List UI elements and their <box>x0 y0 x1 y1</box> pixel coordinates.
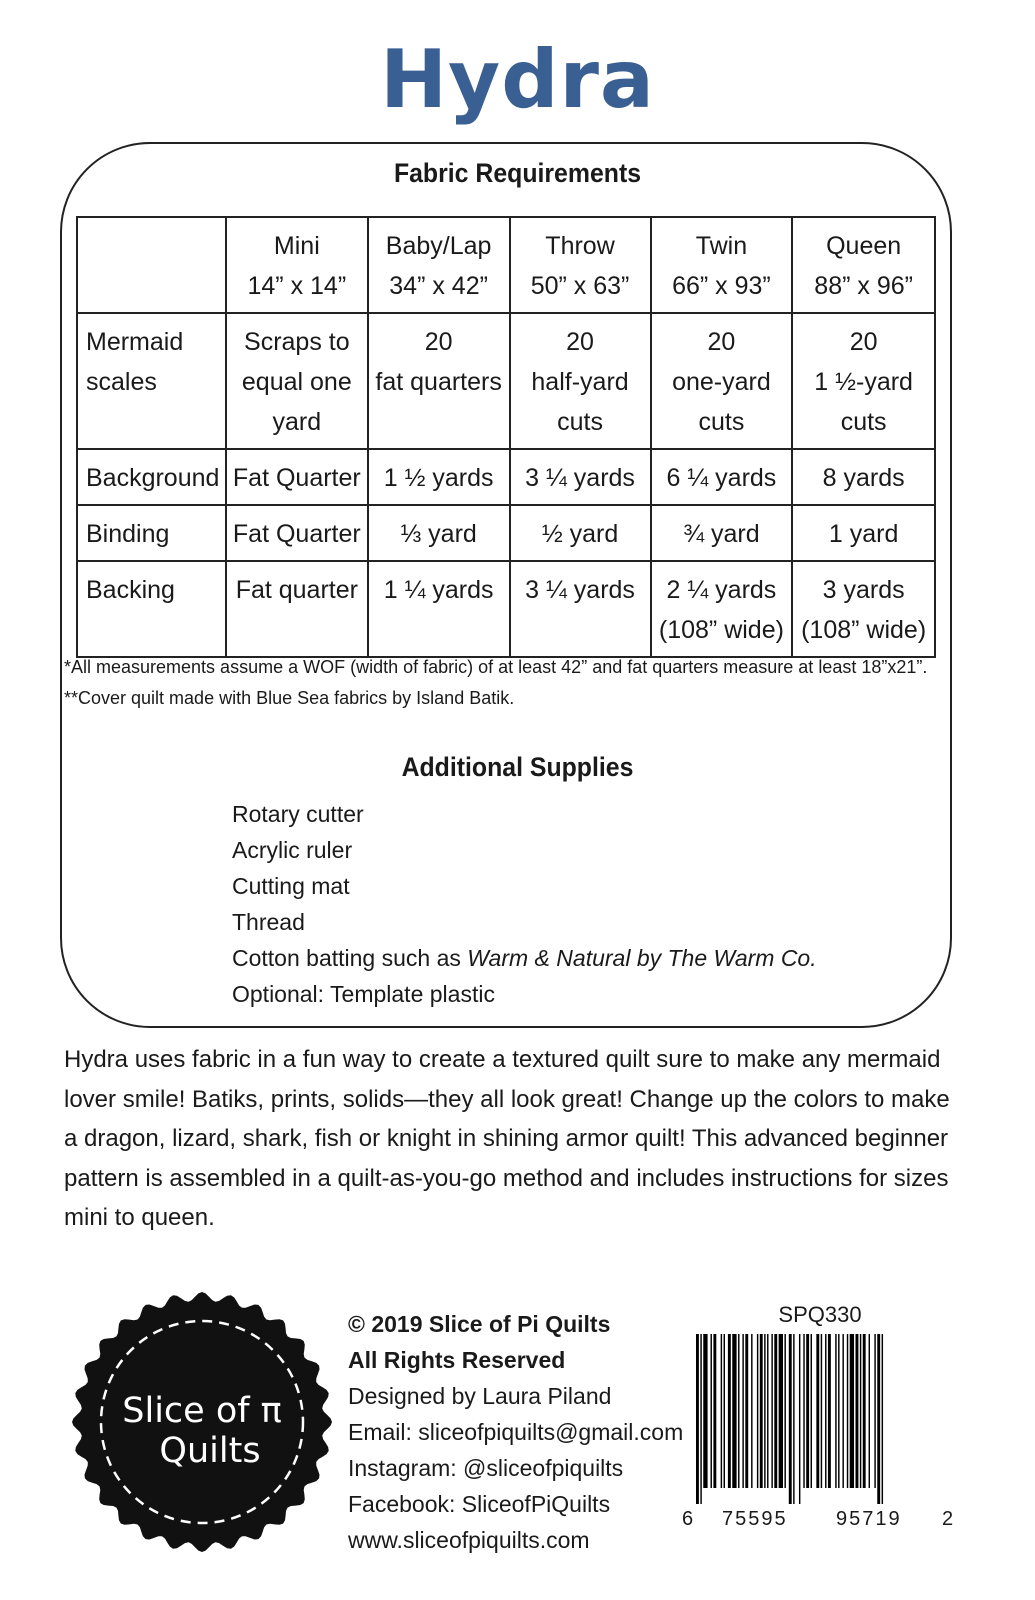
barcode-bar <box>732 1334 736 1488</box>
table-row <box>77 561 935 657</box>
batting-brand: Warm & Natural by The Warm Co. <box>467 945 817 971</box>
table-footnotes <box>64 652 927 714</box>
barcode-bar <box>757 1334 758 1488</box>
table-cell: 1 ¼ yards <box>368 561 510 657</box>
table-cell: 3 ¼ yards <box>510 449 651 505</box>
barcode <box>696 1334 938 1504</box>
barcode-bar <box>847 1334 848 1488</box>
row-label: Mermaid scales <box>77 313 226 449</box>
table-cell: 2 ¼ yards (108” wide) <box>651 561 793 657</box>
barcode-bar <box>721 1334 722 1488</box>
barcode-bar <box>821 1334 822 1488</box>
barcode-bar <box>703 1334 707 1488</box>
barcode-bar <box>856 1334 859 1488</box>
barcode-bar <box>728 1334 731 1488</box>
table-row <box>77 313 935 449</box>
barcode-bar <box>764 1334 765 1488</box>
barcode-bar <box>799 1334 800 1504</box>
table-cell: 20 1 ½-yard cuts <box>792 313 935 449</box>
barcode-bar <box>869 1334 870 1488</box>
list-item: Rotary cutter <box>232 801 364 827</box>
column-header: Mini 14” x 14” <box>226 217 368 313</box>
additional-supplies-heading: Additional Supplies <box>401 752 634 782</box>
list-item: Cutting mat <box>232 873 350 899</box>
barcode-bar <box>877 1334 880 1504</box>
table-header-row <box>77 217 935 313</box>
table-cell: 20 one-yard cuts <box>651 313 793 449</box>
barcode-bar <box>779 1334 783 1488</box>
barcode-bar <box>882 1334 883 1504</box>
table-cell: 3 yards (108” wide) <box>792 561 935 657</box>
table-cell: ½ yard <box>510 505 651 561</box>
slice-of-pi-logo <box>70 1290 334 1554</box>
list-item <box>232 940 817 976</box>
fabric-requirements-heading: Fabric Requirements <box>393 158 642 188</box>
row-label: Background <box>77 449 226 505</box>
barcode-bar <box>760 1334 763 1488</box>
table-cell: 1 yard <box>792 505 935 561</box>
barcode-bar <box>828 1334 831 1488</box>
barcode-bar <box>816 1334 819 1488</box>
designer: Designed by Laura Piland <box>348 1383 612 1409</box>
barcode-bar <box>784 1334 785 1488</box>
footnote-cover-quilt: **Cover quilt made with Blue Sea fabrics by Island Batik. <box>64 688 515 708</box>
column-header: Queen 88” x 96” <box>792 217 935 313</box>
barcode-bar <box>700 1334 701 1504</box>
barcode-bar <box>771 1334 772 1488</box>
upc-check-digit: 2 <box>942 1508 954 1530</box>
table-cell: 1 ½ yards <box>368 449 510 505</box>
list-item: Optional: Template plastic <box>232 981 495 1007</box>
pattern-title: Hydra <box>380 33 655 126</box>
table-cell: 8 yards <box>792 449 935 505</box>
table-corner-cell <box>77 217 226 313</box>
table-cell: 20 fat quarters <box>368 313 510 449</box>
table-cell: ¾ yard <box>651 505 793 561</box>
table-row <box>77 449 935 505</box>
website: www.sliceofpiquilts.com <box>348 1527 590 1553</box>
upc-right-digits: 95719 <box>836 1508 902 1530</box>
publisher-credits <box>348 1306 683 1558</box>
barcode-bar <box>842 1334 843 1488</box>
table-cell: Fat Quarter <box>226 505 368 561</box>
barcode-bar <box>789 1334 792 1504</box>
upc-left-digits: 75595 <box>722 1508 788 1530</box>
row-label: Binding <box>77 505 226 561</box>
facebook: Facebook: SliceofPiQuilts <box>348 1491 611 1517</box>
barcode-bar <box>850 1334 854 1488</box>
barcode-bar <box>774 1334 777 1488</box>
barcode-bar <box>806 1334 809 1488</box>
column-header: Throw 50” x 63” <box>510 217 651 313</box>
product-code: SPQ330 <box>778 1302 862 1327</box>
copyright: © 2019 Slice of Pi Quilts <box>348 1311 611 1337</box>
barcode-bar <box>745 1334 748 1488</box>
instagram: Instagram: @sliceofpiquilts <box>348 1455 624 1481</box>
barcode-bar <box>696 1334 699 1504</box>
barcode-bar <box>860 1334 861 1488</box>
list-item: Acrylic ruler <box>232 837 353 863</box>
barcode-bar <box>751 1334 752 1488</box>
barcode-bar <box>711 1334 712 1488</box>
table-cell: Fat quarter <box>226 561 368 657</box>
barcode-bar <box>874 1334 875 1488</box>
fabric-requirements-table <box>76 216 936 658</box>
pattern-description: Hydra uses fabric in a fun way to create a textured quilt sure to make any mermaid lover smile! Batiks, prints, solids—they all look great! Change up the colors to make a dragon, lizard, shark, fish or knight in shining armor quilt! This advanced beginner pattern is assembled in a quilt-as-you-go method and includes instructions for sizes mini to queen. <box>64 1046 950 1231</box>
upc-digit-first: 6 <box>682 1508 694 1530</box>
barcode-bar <box>767 1334 768 1488</box>
rights-reserved: All Rights Reserved <box>348 1347 566 1373</box>
table-row <box>77 505 935 561</box>
column-header: Baby/Lap 34” x 42” <box>368 217 510 313</box>
table-cell: 20 half-yard cuts <box>510 313 651 449</box>
barcode-bar <box>713 1334 716 1488</box>
logo-text-line2: Quilts <box>159 1431 261 1471</box>
table-cell: 6 ¼ yards <box>651 449 793 505</box>
barcode-bar <box>811 1334 812 1488</box>
batting-text: Cotton batting such as <box>232 945 468 971</box>
barcode-bar <box>863 1334 866 1488</box>
barcode-bar <box>724 1334 725 1488</box>
table-cell: 3 ¼ yards <box>510 561 651 657</box>
barcode-bar <box>738 1334 739 1488</box>
barcode-bar <box>803 1334 804 1488</box>
column-header: Twin 66” x 93” <box>651 217 793 313</box>
barcode-bar <box>838 1334 839 1488</box>
list-item: Thread <box>232 909 305 935</box>
row-label: Backing <box>77 561 226 657</box>
barcode-bar <box>793 1334 794 1504</box>
logo-text-line1: Slice of π <box>122 1391 282 1431</box>
table-cell: Scraps to equal one yard <box>226 313 368 449</box>
email: Email: sliceofpiquilts@gmail.com <box>348 1419 684 1445</box>
supplies-list <box>232 796 817 1012</box>
barcode-bar <box>742 1334 743 1488</box>
table-cell: Fat Quarter <box>226 449 368 505</box>
footnote-wof: *All measurements assume a WOF (width of fabric) of at least 42” and fat quarters measure at least 18”x21”. <box>64 657 928 677</box>
barcode-bar <box>825 1334 826 1488</box>
barcode-bar <box>835 1334 836 1488</box>
table-cell: ⅓ yard <box>368 505 510 561</box>
